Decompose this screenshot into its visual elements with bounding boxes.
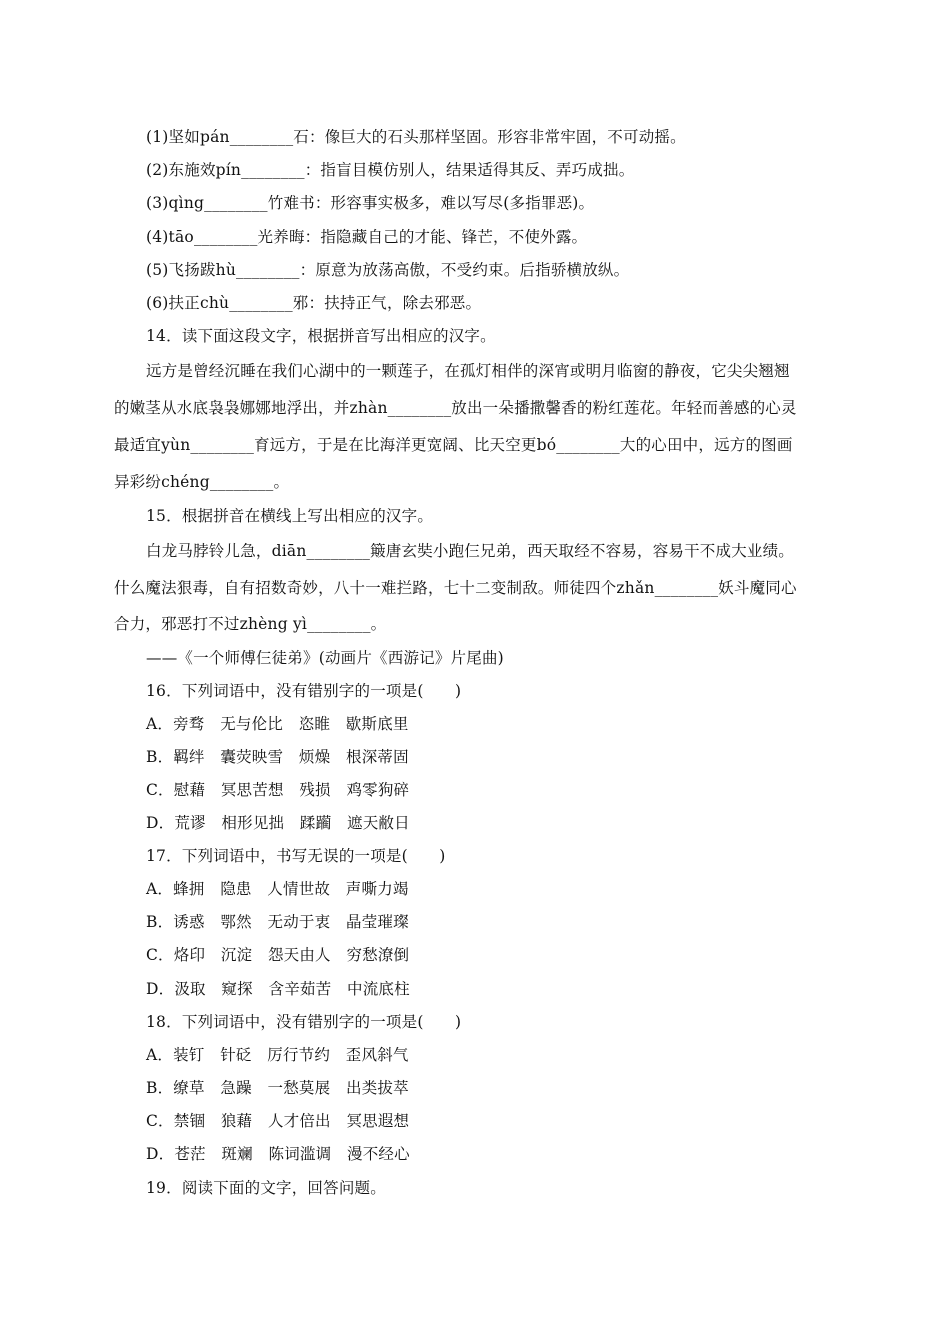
paragraph-line: 远方是曾经沉睡在我们心湖中的一颗莲子，在孤灯相伴的深宵或明月临窗的静夜，它尖尖翘翘 — [146, 362, 790, 380]
option-d: D．荒谬 相形见拙 蹂躏 遮天敝日 — [146, 814, 410, 832]
option-c: C．烙印 沉淀 怨天由人 穷愁潦倒 — [146, 946, 410, 964]
lyrics-line: 白龙马脖铃儿急，diān________簸唐玄奘小跑仨兄弟，西天取经不容易，容易干不成大业绩。 — [146, 542, 795, 560]
option-a: A．蜂拥 隐患 人情世故 声嘶力竭 — [146, 880, 409, 898]
option-d: D．汲取 窥探 含辛茹苦 中流底柱 — [146, 980, 410, 998]
lyrics-line: 什么魔法狠毒，自有招数奇妙，八十一难拦路，七十二变制敌。师徒四个zhǎn________妖斗魔同心 — [114, 579, 797, 597]
question-17: 17．下列词语中，书写无误的一项是( ) — [146, 847, 446, 865]
question-19: 19．阅读下面的文字，回答问题。 — [146, 1179, 386, 1197]
item-13-1: (1)坚如pán________石：像巨大的石头那样坚固。形容非常牢固，不可动摇。 — [146, 128, 686, 146]
question-18: 18．下列词语中，没有错别字的一项是( ) — [146, 1013, 462, 1031]
item-13-5: (5)飞扬跋hù________：原意为放荡高傲，不受约束。后指骄横放纵。 — [146, 261, 630, 279]
paragraph-line: 异彩纷chéng________。 — [114, 473, 290, 491]
option-c: C．慰藉 冥思苦想 残损 鸡零狗碎 — [146, 781, 410, 799]
item-13-3: (3)qìng________竹难书：形容事实极多，难以写尽(多指罪恶)。 — [146, 194, 595, 212]
paragraph-line: 最适宜yùn________育远方，于是在比海洋更宽阔、比天空更bó________大的心田中，远方的图画 — [114, 436, 793, 454]
option-b: B．诱惑 鄂然 无动于衷 晶莹璀璨 — [146, 913, 409, 931]
item-13-2: (2)东施效pín________：指盲目模仿别人，结果适得其反、弄巧成拙。 — [146, 161, 635, 179]
option-b: B．缭草 急躁 一愁莫展 出类拔萃 — [146, 1079, 409, 1097]
item-13-4: (4)tāo________光养晦：指隐藏自己的才能、锋芒，不使外露。 — [146, 228, 588, 246]
question-14: 14．读下面这段文字，根据拼音写出相应的汉字。 — [146, 327, 496, 345]
option-c: C．禁锢 狼藉 人才倍出 冥思遐想 — [146, 1112, 410, 1130]
lyrics-line: 合力，邪恶打不过zhèng yì________。 — [114, 615, 387, 633]
paragraph-line: 的嫩茎从水底袅袅娜娜地浮出，并zhàn________放出一朵播撒馨香的粉红莲花。年轻而善感的心灵 — [114, 399, 797, 417]
item-13-6: (6)扶正chù________邪：扶持正气，除去邪恶。 — [146, 294, 482, 312]
question-16: 16．下列词语中，没有错别字的一项是( ) — [146, 682, 462, 700]
option-b: B．羁绊 囊荧映雪 烦燥 根深蒂固 — [146, 748, 409, 766]
option-a: A．装钉 针砭 厉行节约 歪风斜气 — [146, 1046, 409, 1064]
lyrics-source: ——《一个师傅仨徒弟》(动画片《西游记》片尾曲) — [146, 649, 504, 667]
option-a: A．旁骛 无与伦比 恣睢 歇斯底里 — [146, 715, 409, 733]
question-15: 15．根据拼音在横线上写出相应的汉字。 — [146, 507, 434, 525]
option-d: D．苍茫 斑斓 陈词滥调 漫不经心 — [146, 1145, 410, 1163]
